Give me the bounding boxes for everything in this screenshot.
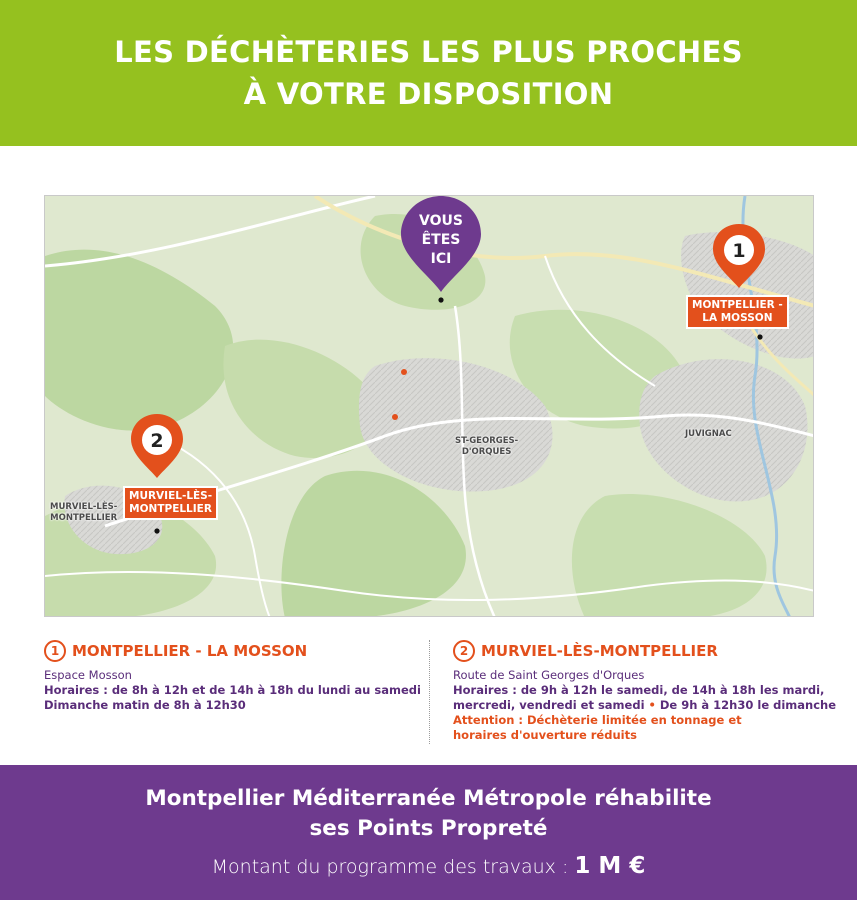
you-are-here-line3: ICI — [430, 251, 452, 267]
site-1-pin-number: 1 — [732, 240, 746, 262]
footer-amount-value: 1 M € — [574, 853, 646, 879]
site-1-hours-line1: Horaires : de 8h à 12h et de 14h à 18h du lundi au samedi — [44, 683, 421, 697]
town-label-murviel-line2: MONTPELLIER — [50, 513, 118, 523]
you-are-here-pin-icon — [400, 196, 482, 292]
footer-title-line1: Montpellier Méditerranée Métropole réhabilite — [145, 786, 712, 811]
site-2-pin-icon[interactable] — [129, 412, 185, 480]
site-2-map-label-line2: MONTPELLIER — [129, 503, 212, 515]
town-label-murviel — [50, 502, 117, 524]
site-2-title: MURVIEL-LÈS-MONTPELLIER — [481, 642, 718, 660]
site-1-place: Espace Mosson — [44, 668, 132, 682]
site-1-map-label-line2: LA MOSSON — [702, 312, 773, 324]
town-label-murviel-line1: MURVIEL-LÈS- — [50, 502, 118, 512]
site-1-hours-line2: Dimanche matin de 8h à 12h30 — [44, 698, 246, 712]
site-1-map-label — [688, 297, 787, 327]
site-2-hours-line2b: De 9h à 12h30 le dimanche — [659, 698, 837, 712]
site-1-info — [44, 640, 424, 713]
site-2-hours-line2 — [453, 698, 843, 713]
site-2-pin-number: 2 — [150, 430, 164, 452]
site-1-pin-icon[interactable] — [711, 222, 767, 290]
site-2-warning-line1: Attention : Déchèterie limitée en tonnage et — [453, 713, 742, 727]
header-title-line1: LES DÉCHÈTERIES LES PLUS PROCHES — [114, 35, 743, 69]
footer-title-line2: ses Points Propreté — [309, 816, 548, 841]
info-divider — [429, 640, 430, 744]
page-header — [0, 0, 857, 146]
town-label-st-georges-line2: D'ORQUES — [461, 447, 512, 457]
page-footer — [0, 765, 857, 900]
site-1-heading — [44, 640, 424, 662]
town-label-juvignac — [685, 429, 732, 440]
town-label-juvignac-text: JUVIGNAC — [685, 429, 732, 439]
site-2-hours-separator: • — [644, 698, 660, 712]
site-2-warning-line2: horaires d'ouverture réduits — [453, 728, 637, 742]
footer-amount — [0, 852, 857, 882]
site-2-number-icon: 2 — [453, 640, 475, 662]
site-2-place: Route de Saint Georges d'Orques — [453, 668, 645, 682]
site-2-map-label — [125, 488, 216, 518]
site-2-hours-line2a: mercredi, vendredi et samedi — [453, 698, 645, 712]
town-label-st-georges-line1: ST-GEORGES- — [455, 436, 519, 446]
map[interactable] — [44, 195, 814, 617]
you-are-here-line1: VOUS — [419, 213, 463, 229]
header-title-line2: À VOTRE DISPOSITION — [243, 77, 614, 111]
site-1-title: MONTPELLIER - LA MOSSON — [72, 642, 308, 660]
site-2-map-label-line1: MURVIEL-LÈS- — [129, 490, 213, 502]
site-2-hours-line1: Horaires : de 9h à 12h le samedi, de 14h à 18h les mardi, — [453, 683, 825, 697]
town-label-st-georges — [455, 436, 518, 458]
you-are-here-line2: ÊTES — [421, 232, 461, 248]
site-1-map-label-line1: MONTPELLIER - — [692, 299, 783, 311]
site-1-number-icon: 1 — [44, 640, 66, 662]
site-2-heading — [453, 640, 843, 662]
footer-amount-label: Montant du programme des travaux : — [211, 856, 575, 878]
site-2-info — [453, 640, 843, 743]
